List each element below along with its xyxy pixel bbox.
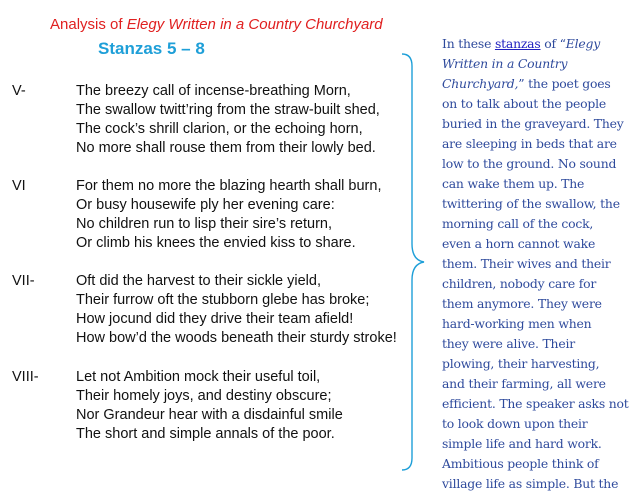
stanza-line: Or climb his knees the envied kiss to share. xyxy=(76,235,356,251)
page-subtitle: Stanzas 5 – 8 xyxy=(98,39,205,58)
stanza-line: No more shall rouse them from their lowly bed. xyxy=(76,140,376,156)
commentary-intro: In these xyxy=(442,36,495,51)
commentary-text xyxy=(442,34,638,494)
stanza-line: The breezy call of incense-breathing Morn, xyxy=(76,83,351,99)
commentary-line: village life as simple. But the xyxy=(442,476,619,491)
stanza-line: Or busy housewife ply her evening care: xyxy=(76,197,335,213)
commentary-line: they were alive. Their xyxy=(442,336,575,351)
commentary-title-3: Churchyard, xyxy=(442,76,519,91)
title-prefix: Analysis of xyxy=(50,16,127,33)
stanza-number: V- xyxy=(12,83,26,99)
commentary-line: to look down upon their xyxy=(442,416,588,431)
stanza-line: The cock’s shrill clarion, or the echoing horn, xyxy=(76,121,363,137)
commentary-line: simple life and hard work. xyxy=(442,436,602,451)
commentary-title-1: Elegy xyxy=(565,36,601,51)
stanzas-link[interactable]: stanzas xyxy=(494,36,541,51)
poem-title: Elegy Written in a Country Churchyard xyxy=(126,16,383,33)
stanza-number: VIII- xyxy=(12,369,39,385)
commentary-line: and their farming, all were xyxy=(442,376,606,391)
commentary-title-2: Written in a Country xyxy=(442,56,568,71)
commentary-line: them. Their wives and their xyxy=(442,256,611,271)
commentary-of: of “ xyxy=(540,36,566,51)
stanza-line: No children run to lisp their sire’s return, xyxy=(76,216,333,232)
commentary-line: on to talk about the people xyxy=(442,96,606,111)
stanza-line: The swallow twitt’ring from the straw-built shed, xyxy=(76,102,380,118)
stanza-line: Nor Grandeur hear with a disdainful smile xyxy=(76,407,343,423)
commentary-line: Ambitious people think of xyxy=(442,456,599,471)
commentary-line: are sleeping in beds that are xyxy=(442,136,617,151)
commentary-line: low to the ground. No sound xyxy=(442,156,617,171)
stanza-line: Their furrow oft the stubborn glebe has broke; xyxy=(76,292,370,308)
stanza-line: Oft did the harvest to their sickle yield, xyxy=(76,273,321,289)
page-title xyxy=(50,16,383,33)
commentary-after-title: ” the poet goes xyxy=(518,76,611,91)
stanza-line: Let not Ambition mock their useful toil, xyxy=(76,369,321,385)
stanza-line: How jocund did they drive their team afield! xyxy=(76,311,354,327)
commentary-line: twittering of the swallow, the xyxy=(442,196,620,211)
commentary-line: them anymore. They were xyxy=(442,296,602,311)
curly-brace-icon xyxy=(398,52,426,472)
stanza-number: VI xyxy=(12,178,26,194)
stanza-line: Their homely joys, and destiny obscure; xyxy=(76,388,332,404)
commentary-line: morning call of the cock, xyxy=(442,216,594,231)
commentary-line: efficient. The speaker asks not xyxy=(442,396,629,411)
stanza-number: VII- xyxy=(12,273,35,289)
commentary-line: even a horn cannot wake xyxy=(442,236,596,251)
commentary-line: children, nobody care for xyxy=(442,276,597,291)
stanza-line: For them no more the blazing hearth shall burn, xyxy=(76,178,382,194)
commentary-line: can wake them up. The xyxy=(442,176,585,191)
commentary-line: hard-working men when xyxy=(442,316,592,331)
stanza-line: The short and simple annals of the poor. xyxy=(76,426,335,442)
stanza-line: How bow’d the woods beneath their sturdy stroke! xyxy=(76,330,397,346)
commentary-line: buried in the graveyard. They xyxy=(442,116,624,131)
commentary-line: plowing, their harvesting, xyxy=(442,356,600,371)
